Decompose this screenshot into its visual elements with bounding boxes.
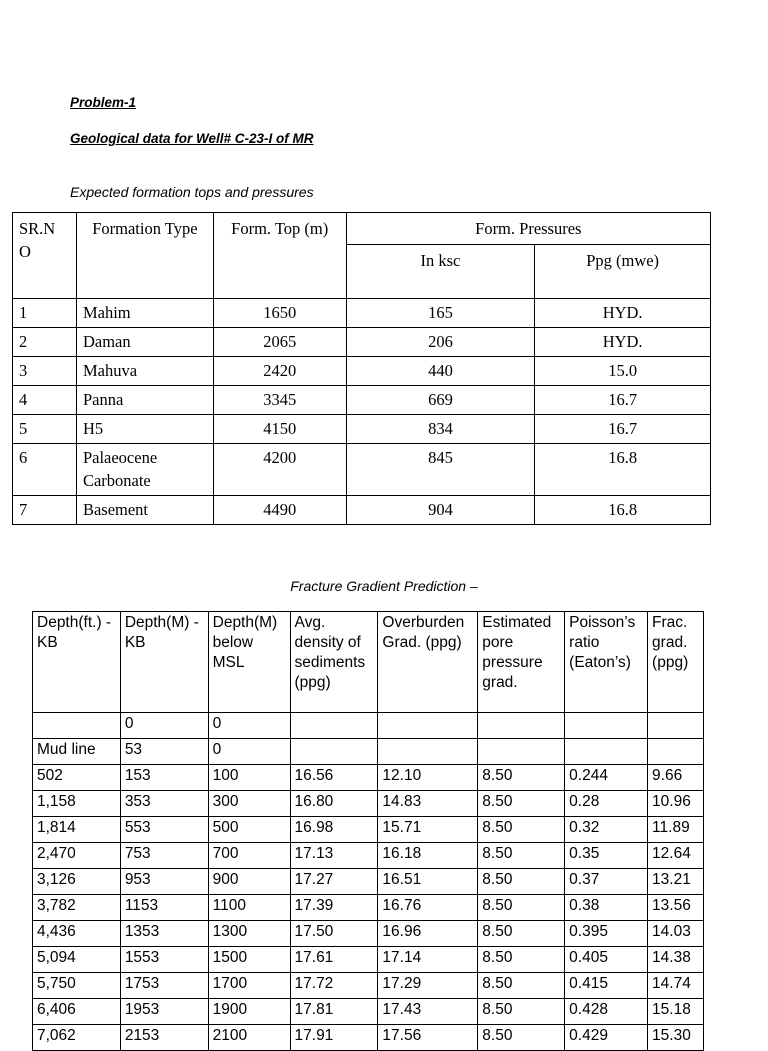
poisson-ratio-cell — [565, 739, 648, 765]
depth-m-msl-cell: 300 — [208, 791, 290, 817]
sr-cell: 2 — [13, 328, 77, 357]
depth-m-kb-cell: 153 — [120, 765, 208, 791]
poisson-ratio-cell: 0.244 — [565, 765, 648, 791]
overburden-grad-cell: 15.71 — [378, 817, 478, 843]
form-top-cell: 2065 — [213, 328, 346, 357]
formation-type-cell: Basement — [76, 496, 213, 525]
formation-type-cell: Palaeocene Carbonate — [76, 444, 213, 496]
header-overburden-grad: Overburden Grad. (ppg) — [378, 612, 478, 713]
depth-m-msl-cell: 1100 — [208, 895, 290, 921]
depth-m-kb-cell: 753 — [120, 843, 208, 869]
fracture-row — [33, 817, 704, 843]
frac-grad-cell: 14.74 — [648, 973, 704, 999]
poisson-ratio-cell: 0.428 — [565, 999, 648, 1025]
formation-type-cell: Daman — [76, 328, 213, 357]
formation-row — [13, 386, 711, 415]
depth-ft-kb-cell: 5,750 — [33, 973, 121, 999]
avg-density-cell: 17.81 — [290, 999, 378, 1025]
avg-density-cell: 17.13 — [290, 843, 378, 869]
sr-cell: 1 — [13, 299, 77, 328]
depth-m-msl-cell: 1500 — [208, 947, 290, 973]
depth-m-msl-cell: 1300 — [208, 921, 290, 947]
fracture-row — [33, 713, 704, 739]
fracture-row — [33, 791, 704, 817]
frac-grad-cell: 14.03 — [648, 921, 704, 947]
frac-grad-cell — [648, 739, 704, 765]
formation-type-cell: Panna — [76, 386, 213, 415]
overburden-grad-cell: 17.56 — [378, 1025, 478, 1051]
depth-m-kb-cell: 1753 — [120, 973, 208, 999]
pressure-ppg-cell: 15.0 — [535, 357, 711, 386]
poisson-ratio-cell: 0.395 — [565, 921, 648, 947]
depth-m-kb-cell: 553 — [120, 817, 208, 843]
depth-m-kb-cell: 1353 — [120, 921, 208, 947]
formation-tops-table — [12, 212, 711, 525]
avg-density-cell: 17.27 — [290, 869, 378, 895]
problem-title: Problem-1 — [70, 95, 137, 110]
overburden-grad-cell — [378, 713, 478, 739]
overburden-grad-cell: 16.51 — [378, 869, 478, 895]
avg-density-cell: 16.98 — [290, 817, 378, 843]
form-top-cell: 4490 — [213, 496, 346, 525]
avg-density-cell: 17.91 — [290, 1025, 378, 1051]
formation-row — [13, 415, 711, 444]
avg-density-cell: 17.72 — [290, 973, 378, 999]
depth-m-msl-cell: 500 — [208, 817, 290, 843]
pressure-ksc-cell: 904 — [346, 496, 535, 525]
pore-pressure-grad-cell: 8.50 — [478, 973, 565, 999]
frac-grad-cell: 14.38 — [648, 947, 704, 973]
depth-ft-kb-cell: 7,062 — [33, 1025, 121, 1051]
header-form-top: Form. Top (m) — [213, 213, 346, 299]
fracture-row — [33, 895, 704, 921]
frac-grad-cell: 12.64 — [648, 843, 704, 869]
pore-pressure-grad-cell: 8.50 — [478, 895, 565, 921]
overburden-grad-cell: 17.43 — [378, 999, 478, 1025]
poisson-ratio-cell: 0.429 — [565, 1025, 648, 1051]
overburden-grad-cell: 14.83 — [378, 791, 478, 817]
overburden-grad-cell: 16.18 — [378, 843, 478, 869]
pore-pressure-grad-cell: 8.50 — [478, 869, 565, 895]
formation-type-cell: H5 — [76, 415, 213, 444]
header-frac-grad: Frac. grad. (ppg) — [648, 612, 704, 713]
form-top-cell: 4150 — [213, 415, 346, 444]
formation-row — [13, 357, 711, 386]
fracture-row — [33, 973, 704, 999]
formation-row — [13, 444, 711, 496]
form-top-cell: 2420 — [213, 357, 346, 386]
pore-pressure-grad-cell: 8.50 — [478, 999, 565, 1025]
header-depth-m-msl: Depth(M) below MSL — [208, 612, 290, 713]
sr-cell: 5 — [13, 415, 77, 444]
avg-density-cell: 17.61 — [290, 947, 378, 973]
header-pore-pressure-grad: Estimated pore pressure grad. — [478, 612, 565, 713]
sr-cell: 6 — [13, 444, 77, 496]
overburden-grad-cell — [378, 739, 478, 765]
depth-m-msl-cell: 1700 — [208, 973, 290, 999]
depth-ft-kb-cell: 3,782 — [33, 895, 121, 921]
header-avg-density: Avg. density of sediments (ppg) — [290, 612, 378, 713]
pressure-ksc-cell: 165 — [346, 299, 535, 328]
avg-density-cell — [290, 739, 378, 765]
pressure-ppg-cell: HYD. — [535, 328, 711, 357]
sr-cell: 7 — [13, 496, 77, 525]
overburden-grad-cell: 16.76 — [378, 895, 478, 921]
pore-pressure-grad-cell: 8.50 — [478, 817, 565, 843]
depth-m-msl-cell: 1900 — [208, 999, 290, 1025]
header-in-ksc: In ksc — [346, 245, 535, 299]
poisson-ratio-cell: 0.28 — [565, 791, 648, 817]
depth-m-msl-cell: 0 — [208, 713, 290, 739]
pore-pressure-grad-cell: 8.50 — [478, 1025, 565, 1051]
depth-m-msl-cell: 700 — [208, 843, 290, 869]
fracture-row — [33, 869, 704, 895]
depth-m-kb-cell: 53 — [120, 739, 208, 765]
frac-grad-cell: 15.18 — [648, 999, 704, 1025]
formation-row — [13, 328, 711, 357]
poisson-ratio-cell: 0.37 — [565, 869, 648, 895]
overburden-grad-cell: 16.96 — [378, 921, 478, 947]
fracture-row — [33, 1025, 704, 1051]
depth-ft-kb-cell: 3,126 — [33, 869, 121, 895]
frac-grad-cell: 9.66 — [648, 765, 704, 791]
pressure-ppg-cell: HYD. — [535, 299, 711, 328]
pressure-ksc-cell: 669 — [346, 386, 535, 415]
poisson-ratio-cell: 0.35 — [565, 843, 648, 869]
pore-pressure-grad-cell: 8.50 — [478, 791, 565, 817]
fracture-gradient-table — [32, 611, 704, 1051]
depth-ft-kb-cell: 6,406 — [33, 999, 121, 1025]
pressure-ksc-cell: 834 — [346, 415, 535, 444]
pressure-ppg-cell: 16.7 — [535, 386, 711, 415]
depth-ft-kb-cell: 4,436 — [33, 921, 121, 947]
overburden-grad-cell: 17.29 — [378, 973, 478, 999]
form-top-cell: 1650 — [213, 299, 346, 328]
pore-pressure-grad-cell: 8.50 — [478, 843, 565, 869]
header-depth-m-kb: Depth(M) -KB — [120, 612, 208, 713]
formation-type-cell: Mahuva — [76, 357, 213, 386]
overburden-grad-cell: 12.10 — [378, 765, 478, 791]
overburden-grad-cell: 17.14 — [378, 947, 478, 973]
depth-m-kb-cell: 353 — [120, 791, 208, 817]
fracture-row — [33, 999, 704, 1025]
poisson-ratio-cell: 0.405 — [565, 947, 648, 973]
depth-ft-kb-cell: 5,094 — [33, 947, 121, 973]
depth-m-msl-cell: 0 — [208, 739, 290, 765]
expected-formation-caption: Expected formation tops and pressures — [70, 184, 314, 200]
pore-pressure-grad-cell — [478, 739, 565, 765]
fracture-gradient-caption: Fracture Gradient Prediction – — [290, 578, 478, 594]
pressure-ksc-cell: 845 — [346, 444, 535, 496]
pore-pressure-grad-cell: 8.50 — [478, 765, 565, 791]
depth-ft-kb-cell: Mud line — [33, 739, 121, 765]
depth-m-kb-cell: 0 — [120, 713, 208, 739]
fracture-row — [33, 947, 704, 973]
frac-grad-cell: 13.21 — [648, 869, 704, 895]
poisson-ratio-cell: 0.38 — [565, 895, 648, 921]
fracture-row — [33, 739, 704, 765]
header-form-pressures: Form. Pressures — [346, 213, 710, 245]
avg-density-cell: 17.39 — [290, 895, 378, 921]
depth-m-kb-cell: 1153 — [120, 895, 208, 921]
formation-row — [13, 496, 711, 525]
depth-m-kb-cell: 2153 — [120, 1025, 208, 1051]
frac-grad-cell: 10.96 — [648, 791, 704, 817]
pore-pressure-grad-cell: 8.50 — [478, 947, 565, 973]
poisson-ratio-cell: 0.32 — [565, 817, 648, 843]
formation-row — [13, 299, 711, 328]
depth-m-msl-cell: 100 — [208, 765, 290, 791]
fracture-row — [33, 765, 704, 791]
avg-density-cell: 16.80 — [290, 791, 378, 817]
pressure-ksc-cell: 440 — [346, 357, 535, 386]
pressure-ppg-cell: 16.7 — [535, 415, 711, 444]
avg-density-cell: 17.50 — [290, 921, 378, 947]
frac-grad-cell — [648, 713, 704, 739]
frac-grad-cell: 15.30 — [648, 1025, 704, 1051]
pressure-ppg-cell: 16.8 — [535, 444, 711, 496]
depth-ft-kb-cell: 502 — [33, 765, 121, 791]
depth-m-msl-cell: 900 — [208, 869, 290, 895]
depth-ft-kb-cell: 2,470 — [33, 843, 121, 869]
header-formation-type: Formation Type — [76, 213, 213, 299]
header-ppg: Ppg (mwe) — [535, 245, 711, 299]
depth-ft-kb-cell: 1,158 — [33, 791, 121, 817]
header-poisson-ratio: Poisson’s ratio (Eaton’s) — [565, 612, 648, 713]
formation-type-cell: Mahim — [76, 299, 213, 328]
poisson-ratio-cell — [565, 713, 648, 739]
pore-pressure-grad-cell: 8.50 — [478, 921, 565, 947]
avg-density-cell — [290, 713, 378, 739]
frac-grad-cell: 11.89 — [648, 817, 704, 843]
depth-ft-kb-cell — [33, 713, 121, 739]
header-srno: SR.N O — [13, 213, 77, 299]
pressure-ksc-cell: 206 — [346, 328, 535, 357]
sr-cell: 3 — [13, 357, 77, 386]
geological-data-title: Geological data for Well# C-23-I of MR — [70, 131, 314, 146]
fracture-row — [33, 843, 704, 869]
header-depth-ft-kb: Depth(ft.) - KB — [33, 612, 121, 713]
form-top-cell: 4200 — [213, 444, 346, 496]
depth-m-kb-cell: 1553 — [120, 947, 208, 973]
pressure-ppg-cell: 16.8 — [535, 496, 711, 525]
form-top-cell: 3345 — [213, 386, 346, 415]
depth-m-msl-cell: 2100 — [208, 1025, 290, 1051]
fracture-row — [33, 921, 704, 947]
pore-pressure-grad-cell — [478, 713, 565, 739]
poisson-ratio-cell: 0.415 — [565, 973, 648, 999]
depth-m-kb-cell: 953 — [120, 869, 208, 895]
depth-m-kb-cell: 1953 — [120, 999, 208, 1025]
frac-grad-cell: 13.56 — [648, 895, 704, 921]
sr-cell: 4 — [13, 386, 77, 415]
avg-density-cell: 16.56 — [290, 765, 378, 791]
depth-ft-kb-cell: 1,814 — [33, 817, 121, 843]
